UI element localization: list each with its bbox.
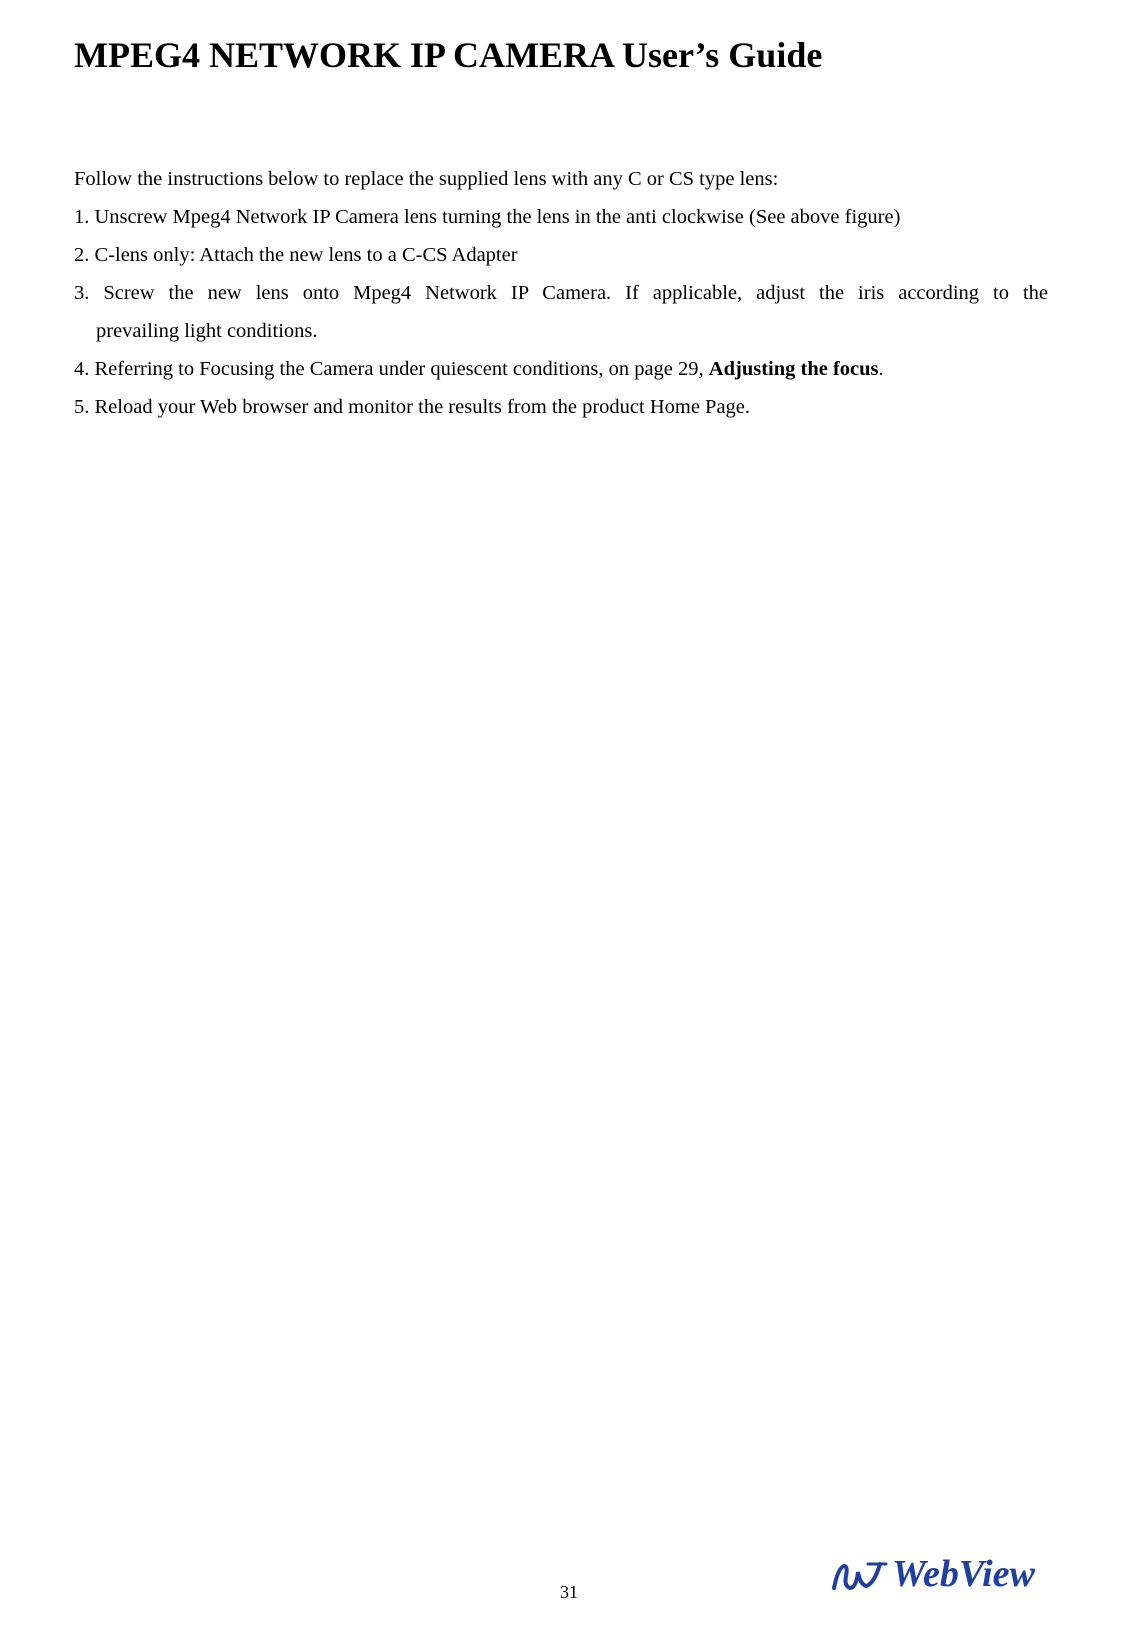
webview-logo <box>830 1552 1052 1604</box>
step-5: 5. Reload your Web browser and monitor the results from the product Home Page. <box>74 396 751 418</box>
step-4 <box>74 350 1048 388</box>
instructions-body <box>74 160 1048 426</box>
intro-paragraph: Follow the instructions below to replace the supplied lens with any C or CS type lens: <box>74 168 779 190</box>
step-4-link-text: Adjusting the focus <box>708 358 879 380</box>
page-title: MPEG4 NETWORK IP CAMERA User’s Guide <box>74 35 823 75</box>
step-4-prefix: 4. Referring to Focusing the Camera under quiescent conditions, on page 29, <box>74 358 709 380</box>
webview-logo-text: WebView <box>892 1553 1035 1595</box>
step-1: 1. Unscrew Mpeg4 Network IP Camera lens turning the lens in the anti clockwise (See above figure) <box>74 206 901 228</box>
webview-logo-icon <box>830 1558 890 1598</box>
step-3-line-2: prevailing light conditions. <box>96 320 318 342</box>
step-4-suffix: . <box>878 358 884 380</box>
page-number: 31 <box>560 1582 578 1602</box>
step-3-line-1 <box>74 274 1048 312</box>
step-2: 2. C-lens only: Attach the new lens to a C-CS Adapter <box>74 244 518 266</box>
step-3-text: 3. Screw the new lens onto Mpeg4 Network IP Camera. If applicable, adjust the iris according to the <box>74 282 1048 304</box>
